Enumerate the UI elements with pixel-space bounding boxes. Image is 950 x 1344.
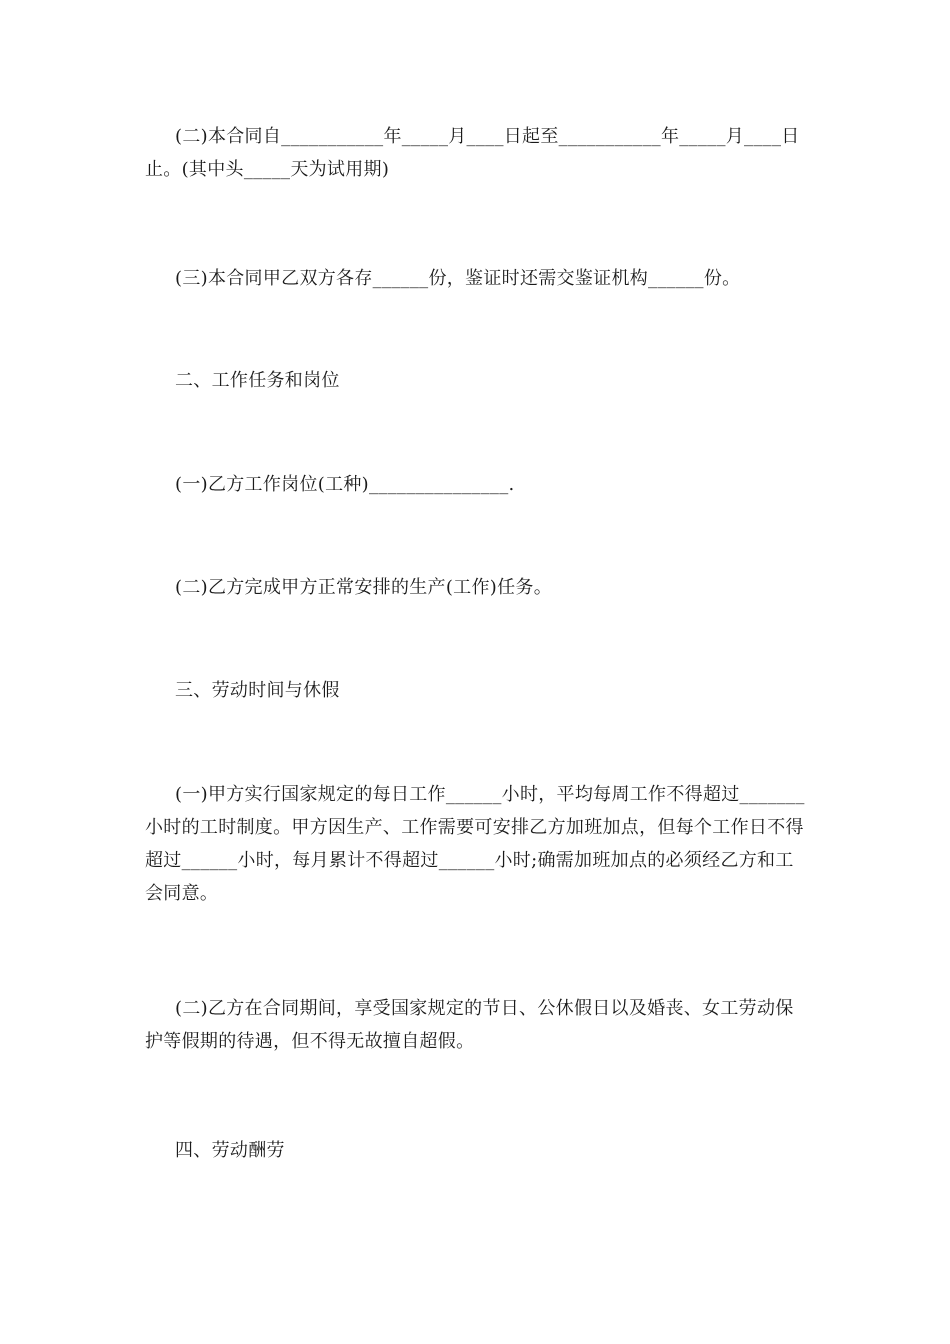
- section-heading-pay: 四、劳动酬劳: [175, 1140, 285, 1161]
- paragraph-job-position: (一)乙方工作岗位(工种)_______________.: [175, 474, 515, 495]
- paragraph-copies: (三)本合同甲乙双方各存______份，鉴证时还需交鉴证机构______份。: [175, 268, 741, 289]
- paragraph-work-hours: (一)甲方实行国家规定的每日工作______小时，平均每周工作不得超过_______小时的工时制度。甲方因生产、工作需要可安排乙方加班加点，但每个工作日不得超过______小时，每月累计不得超过______小时;确需加班加点的必须经乙方和工会同意。: [145, 784, 805, 904]
- paragraph-holidays: (二)乙方在合同期间，享受国家规定的节日、公休假日以及婚丧、女工劳动保护等假期的待遇，但不得无故擅自超假。: [145, 998, 794, 1052]
- paragraph-term-period: (二)本合同自___________年_____月____日起至___________年_____月____日止。(其中头_____天为试用期): [145, 126, 800, 180]
- section-heading-job: 二、工作任务和岗位: [175, 370, 340, 391]
- section-heading-hours: 三、劳动时间与休假: [175, 680, 340, 701]
- paragraph-job-tasks: (二)乙方完成甲方正常安排的生产(工作)任务。: [175, 577, 552, 598]
